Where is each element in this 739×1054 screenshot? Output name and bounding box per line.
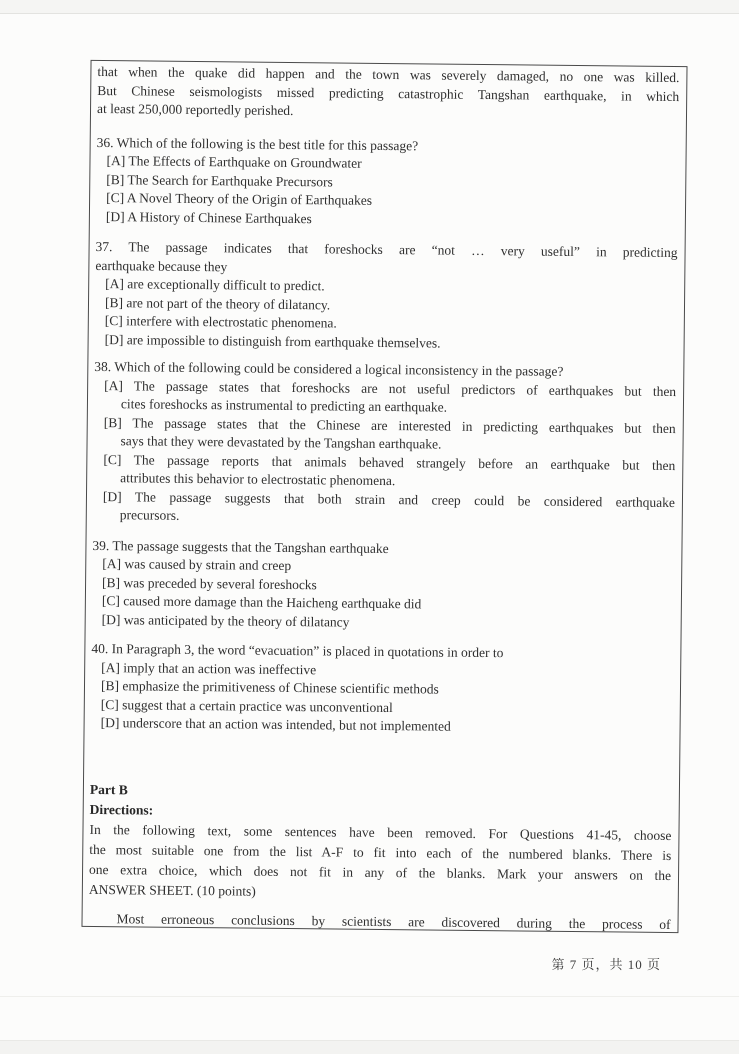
question-38-option-b: [B] The passage states that the Chinese are interested in predicting earthquakes but then — [103, 414, 676, 436]
question-37-option-b: [B] are not part of the theory of dilatancy. — [104, 294, 331, 312]
question-38-option-b: says that they were devastated by the Tangshan earthquake. — [120, 433, 442, 452]
question-39-stem: 39. The passage suggests that the Tangshan earthquake — [92, 537, 389, 556]
passage-continuation — [97, 63, 680, 125]
question-40-stem: 40. In Paragraph 3, the word “evacuation” is placed in quotations in order to — [91, 640, 504, 661]
directions-line: one extra choice, which does not fit in any of the blanks. Mark your answers on the — [89, 861, 672, 883]
question-38-option-a: [A] The passage states that foreshocks are not useful predictors of earthquakes but then — [104, 377, 677, 399]
question-38-stem: 38. Which of the following could be considered a logical inconsistency in the passage? — [94, 358, 564, 379]
question-40-option-d: [D] underscore that an action was intended, but not implemented — [100, 715, 451, 734]
passage-line: at least 250,000 reportedly perished. — [96, 100, 294, 119]
question-40-option-a: [A] imply that an action was ineffective — [101, 659, 317, 677]
question-38-option-d: [D] The passage suggests that both strain and creep could be considered earthquake — [102, 488, 676, 510]
question-36-option-a: [A] The Effects of Earthquake on Groundwater — [106, 153, 362, 171]
question-37-stem: 37. The passage indicates that foreshocks are “not … very useful” in predicting — [95, 238, 678, 261]
page-number-footer: 第 7 页，共 10 页 — [551, 957, 661, 972]
question-38-option-a: cites foreshocks as instrumental to predicting an earthquake. — [120, 396, 448, 415]
question-39-option-c: [C] caused more damage than the Haicheng earthquake did — [101, 593, 422, 612]
question-37-option-c: [C] interfere with electrostatic phenomena. — [104, 313, 337, 331]
paper-bottom-edge — [0, 1040, 739, 1054]
passage-line: that when the quake did happen and the town was severely damaged, no one was killed. — [97, 63, 680, 86]
question-40-option-b: [B] emphasize the primitiveness of Chinese scientific methods — [100, 678, 439, 697]
question-37-option-d: [D] are impossible to distinguish from earthquake themselves. — [104, 331, 441, 351]
question-36-option-d: [D] A History of Chinese Earthquakes — [105, 208, 312, 226]
question-36-option-c: [C] A Novel Theory of the Origin of Earthquakes — [106, 190, 373, 208]
question-36 — [96, 133, 679, 232]
directions-line: In the following text, some sentences have been removed. For Questions 41-45, choose — [89, 821, 672, 843]
question-38-option-c: [C] The passage reports that animals behaved strangely before an earthquake but then — [103, 451, 676, 473]
directions-line: the most suitable one from the list A-F to fit into each of the numbered blanks. There is — [89, 841, 672, 863]
question-37-option-a: [A] are exceptionally difficult to predict. — [105, 276, 325, 294]
question-37 — [95, 238, 678, 355]
question-36-stem: 36. Which of the following is the best title for this passage? — [96, 134, 419, 153]
question-38-option-d: precursors. — [119, 507, 180, 523]
directions-line: ANSWER SHEET. (10 points) — [88, 881, 256, 899]
question-39-option-b: [B] was preceded by several foreshocks — [102, 574, 317, 592]
directions-label: Directions: — [89, 801, 154, 818]
passage-line: But Chinese seismologists missed predicting catastrophic Tangshan earthquake, in which — [97, 82, 680, 104]
part-b-section — [89, 779, 672, 905]
paper-top-edge — [0, 0, 739, 14]
part-b-heading: Part B — [89, 781, 128, 797]
exam-content-box — [81, 60, 687, 933]
paper-crease-line — [0, 996, 739, 997]
question-38 — [93, 358, 677, 531]
question-38-option-c: attributes this behavior to electrostatic phenomena. — [120, 470, 396, 489]
question-37-stem: earthquake because they — [95, 257, 228, 274]
part-b-passage-first-line: Most erroneous conclusions by scientists are discovered during the process of — [116, 910, 671, 932]
question-36-option-b: [B] The Search for Earthquake Precursors — [106, 171, 333, 189]
question-39 — [92, 536, 675, 635]
question-39-option-d: [D] was anticipated by the theory of dilatancy — [101, 611, 350, 630]
question-40-option-c: [C] suggest that a certain practice was unconventional — [100, 696, 393, 715]
question-40 — [91, 640, 674, 739]
question-39-option-a: [A] was caused by strain and creep — [102, 556, 292, 574]
